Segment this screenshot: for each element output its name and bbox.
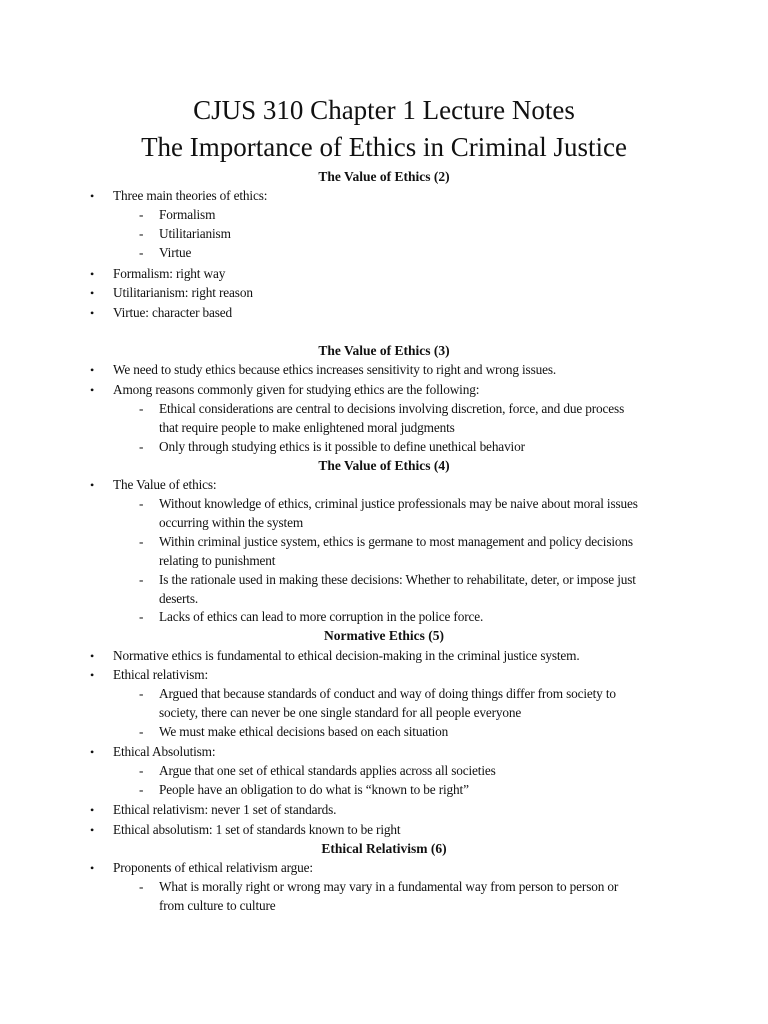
sub-list-item-text: Within criminal justice system, ethics is germane to most management and policy decisions (159, 534, 633, 549)
list-item-text: Proponents of ethical relativism argue: (113, 860, 313, 875)
dash-marker: - (139, 609, 144, 624)
sub-list-item-text: Ethical considerations are central to decisions involving discretion, force, and due process (159, 401, 625, 416)
bullet-icon: • (90, 668, 95, 682)
dash-marker: - (139, 245, 144, 260)
bullet-icon: • (90, 478, 95, 492)
sub-list-item-text: We must make ethical decisions based on each situation (159, 724, 449, 739)
document-title-line-2: The Importance of Ethics in Criminal Justice (141, 132, 627, 162)
sub-list-item-text: Argued that because standards of conduct and way of doing things differ from society to (159, 686, 616, 701)
sub-list-item-text: from culture to culture (159, 897, 276, 913)
list-item-text: Formalism: right way (113, 266, 226, 281)
sub-list-item-text: society, there can never be one single standard for all people everyone (159, 704, 522, 720)
sub-list-item-text: Is the rationale used in making these decisions: Whether to rehabilitate, deter, or impose just (159, 572, 636, 587)
sub-list-item-text: Utilitarianism (159, 226, 231, 241)
dash-marker: - (139, 401, 144, 416)
list-item-text: Utilitarianism: right reason (113, 285, 253, 300)
bullet-icon: • (90, 306, 95, 320)
sub-list-item-text: Formalism (159, 207, 216, 222)
list-item-text: Normative ethics is fundamental to ethical decision-making in the criminal justice system. (113, 648, 580, 663)
list-item-text: Ethical Absolutism: (113, 744, 216, 759)
section-heading: The Value of Ethics (4) (318, 458, 450, 473)
bullet-icon: • (90, 363, 95, 377)
dash-marker: - (139, 724, 144, 739)
sub-list-item-text: Only through studying ethics is it possible to define unethical behavior (159, 439, 525, 454)
sub-list-item-text: Virtue (159, 245, 192, 260)
list-item-text: Ethical absolutism: 1 set of standards known to be right (113, 822, 401, 837)
section-heading: Ethical Relativism (6) (321, 841, 447, 856)
dash-marker: - (139, 439, 144, 454)
sub-list-item-text: deserts. (159, 590, 199, 606)
list-item-text: Three main theories of ethics: (113, 188, 268, 203)
bullet-icon: • (90, 823, 95, 837)
list-item-text: Ethical relativism: never 1 set of standards. (113, 802, 337, 817)
section-heading: Normative Ethics (5) (324, 628, 444, 643)
dash-marker: - (139, 496, 144, 511)
bullet-icon: • (90, 267, 95, 281)
bullet-icon: • (90, 189, 95, 203)
section-heading: The Value of Ethics (3) (318, 343, 450, 358)
bullet-icon: • (90, 649, 95, 663)
sub-list-item-text: Argue that one set of ethical standards applies across all societies (159, 763, 496, 778)
list-item-text: Among reasons commonly given for studying ethics are the following: (113, 382, 480, 397)
sub-list-item-text: relating to punishment (159, 552, 276, 568)
sub-list-item-text: occurring within the system (159, 514, 304, 530)
document-title-line-1: CJUS 310 Chapter 1 Lecture Notes (193, 95, 575, 125)
bullet-icon: • (90, 803, 95, 817)
dash-marker: - (139, 686, 144, 701)
sub-list-item-text: Lacks of ethics can lead to more corruption in the police force. (159, 609, 484, 624)
bullet-icon: • (90, 861, 95, 875)
sub-list-item-text: Without knowledge of ethics, criminal justice professionals may be naive about moral issues (159, 496, 638, 511)
list-item-text: Ethical relativism: (113, 667, 209, 682)
sub-list-item-text: that require people to make enlightened moral judgments (159, 419, 455, 435)
sub-list-item-text: What is morally right or wrong may vary in a fundamental way from person to person or (159, 879, 619, 894)
list-item-text: Virtue: character based (113, 305, 233, 320)
sub-list-item-text: People have an obligation to do what is “known to be right” (159, 782, 469, 797)
dash-marker: - (139, 782, 144, 797)
dash-marker: - (139, 226, 144, 241)
bullet-icon: • (90, 383, 95, 397)
bullet-icon: • (90, 286, 95, 300)
dash-marker: - (139, 763, 144, 778)
dash-marker: - (139, 879, 144, 894)
dash-marker: - (139, 534, 144, 549)
dash-marker: - (139, 572, 144, 587)
bullet-icon: • (90, 745, 95, 759)
list-item-text: The Value of ethics: (113, 477, 217, 492)
list-item-text: We need to study ethics because ethics increases sensitivity to right and wrong issues. (113, 362, 557, 377)
dash-marker: - (139, 207, 144, 222)
section-heading: The Value of Ethics (2) (318, 169, 450, 184)
